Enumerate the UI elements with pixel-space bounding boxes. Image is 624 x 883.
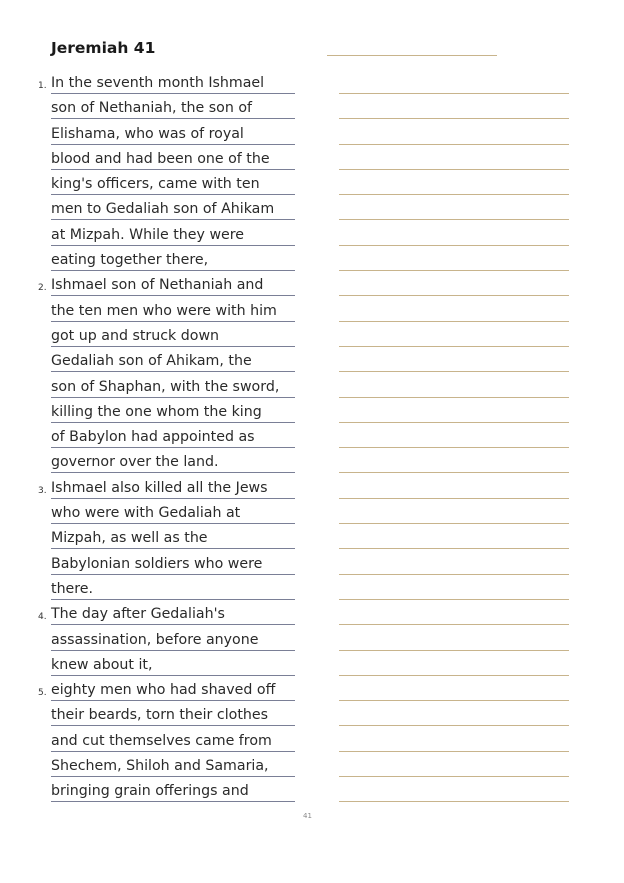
verse-row [0, 69, 624, 94]
verse-text-line: son of Shaphan, with the sword, [51, 379, 295, 398]
verse-text-line: assassination, before anyone [51, 632, 295, 651]
verse-row [0, 372, 624, 397]
verse-text-line: eating together there, [51, 252, 295, 271]
page-title: Jeremiah 41 [51, 39, 156, 57]
verse-text-line: Mizpah, as well as the [51, 530, 295, 549]
verse-row [0, 271, 624, 296]
verse-number: 3. [38, 485, 47, 496]
verse-text-line: Shechem, Shiloh and Samaria, [51, 758, 295, 777]
verse-text-line: Ishmael also killed all the Jews [51, 480, 295, 499]
verse-text-line: who were with Gedaliah at [51, 505, 295, 524]
verse-row [0, 474, 624, 499]
verse-text-line: at Mizpah. While they were [51, 227, 295, 246]
verse-text-line: and cut themselves came from [51, 733, 295, 752]
verse-text-line: Elishama, who was of royal [51, 126, 295, 145]
handwriting-line [339, 801, 569, 802]
verse-row [0, 777, 624, 802]
verse-row [0, 701, 624, 726]
verse-row [0, 575, 624, 600]
verse-row [0, 752, 624, 777]
verse-row [0, 221, 624, 246]
title-writing-line [327, 55, 497, 56]
verse-text-line: bringing grain offerings and [51, 783, 295, 802]
verse-row [0, 195, 624, 220]
verse-text-line: Babylonian soldiers who were [51, 556, 295, 575]
page-number: 41 [303, 812, 312, 820]
verse-text-line: their beards, torn their clothes [51, 707, 295, 726]
verse-row [0, 499, 624, 524]
verse-row [0, 676, 624, 701]
verse-row [0, 170, 624, 195]
verse-row [0, 322, 624, 347]
verse-text-line: In the seventh month Ishmael [51, 75, 295, 94]
verse-text-line: king's officers, came with ten [51, 176, 295, 195]
verse-row [0, 246, 624, 271]
verse-row [0, 423, 624, 448]
verse-text-line: knew about it, [51, 657, 295, 676]
verse-text-line: son of Nethaniah, the son of [51, 100, 295, 119]
verse-row [0, 448, 624, 473]
verse-row [0, 524, 624, 549]
verse-text-line: killing the one whom the king [51, 404, 295, 423]
verse-text-line: blood and had been one of the [51, 151, 295, 170]
verse-text-line: Ishmael son of Nethaniah and [51, 277, 295, 296]
verse-row [0, 600, 624, 625]
verse-text-line: men to Gedaliah son of Ahikam [51, 201, 295, 220]
verse-text-line: eighty men who had shaved off [51, 682, 295, 701]
verse-text-line: governor over the land. [51, 454, 295, 473]
verse-text-line: The day after Gedaliah's [51, 606, 295, 625]
verse-text-line: the ten men who were with him [51, 303, 295, 322]
verse-number: 1. [38, 80, 47, 91]
verse-row [0, 549, 624, 574]
verse-row [0, 727, 624, 752]
verse-text-line: of Babylon had appointed as [51, 429, 295, 448]
verse-text-line: Gedaliah son of Ahikam, the [51, 353, 295, 372]
verse-text-line: there. [51, 581, 295, 600]
verse-row [0, 651, 624, 676]
verse-row [0, 145, 624, 170]
verse-row [0, 94, 624, 119]
verse-row [0, 296, 624, 321]
verse-row [0, 347, 624, 372]
verse-row [0, 398, 624, 423]
verse-text-line: got up and struck down [51, 328, 295, 347]
verse-number: 2. [38, 283, 47, 294]
verse-number: 5. [38, 688, 47, 699]
verse-number: 4. [38, 612, 47, 623]
verse-row [0, 119, 624, 144]
verse-row [0, 625, 624, 650]
